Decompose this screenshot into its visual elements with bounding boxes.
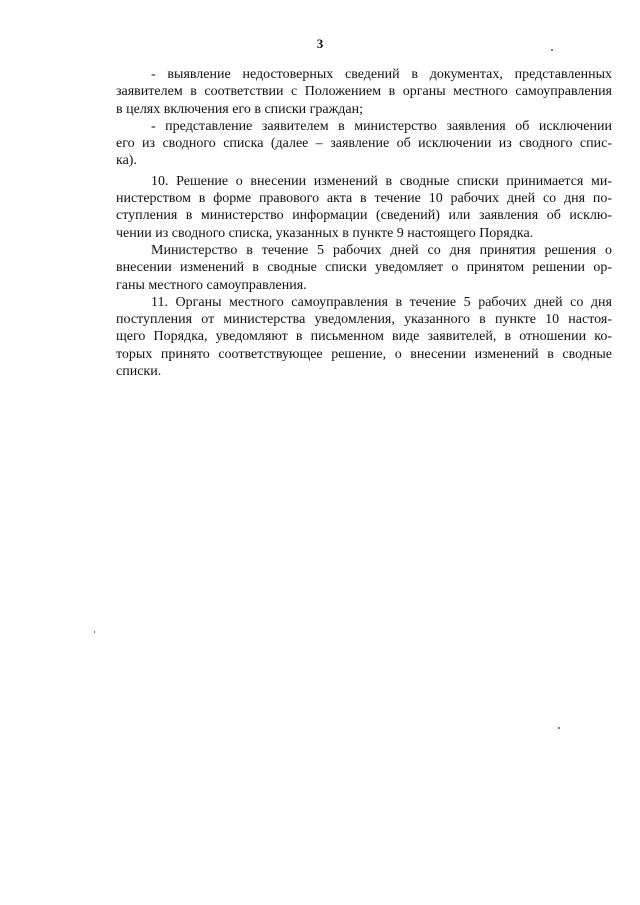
scan-speck bbox=[551, 49, 553, 51]
text-line: в целях включения его в списки граждан; bbox=[116, 101, 364, 117]
scan-speck bbox=[558, 727, 560, 729]
paragraph-bullet-exclusion-request bbox=[116, 118, 612, 170]
text-line: внесении изменений в сводные списки уведомляет о принятом решении ор- bbox=[116, 260, 612, 276]
text-line: нистерством в форме правового акта в течение 10 рабочих дней со дня по- bbox=[116, 191, 612, 207]
text-line: ганы местного самоуправления. bbox=[116, 277, 307, 293]
scan-speck bbox=[94, 631, 95, 633]
text-line: 10. Решение о внесении изменений в сводные списки принимается ми- bbox=[151, 173, 612, 189]
page-number: 3 bbox=[316, 36, 324, 51]
text-line: торых принято соответствующее решение, о внесении изменений в сводные bbox=[116, 346, 612, 362]
text-line: - выявление недостоверных сведений в документах, представленных bbox=[151, 67, 612, 82]
text-line: его из сводного списка (далее – заявление об исключении из сводного спис- bbox=[116, 136, 612, 152]
paragraph-clause-10 bbox=[116, 173, 612, 242]
text-line: чении из сводного списка, указанных в пункте 9 настоящего Порядка. bbox=[116, 225, 534, 241]
text-line: поступления от министерства уведомления, указанного в пункте 10 настоя- bbox=[116, 312, 612, 328]
text-line: щего Порядка, уведомляют в письменном виде заявителей, в отношении ко- bbox=[116, 329, 612, 345]
text-line: - представление заявителем в министерство заявления об исключении bbox=[151, 118, 612, 134]
paragraph-ministry-notification bbox=[116, 242, 612, 294]
text-line: заявителем в соответствии с Положением в органы местного самоуправления bbox=[116, 84, 612, 100]
text-line: ка). bbox=[116, 153, 137, 169]
text-line: Министерство в течение 5 рабочих дней со дня принятия решения о bbox=[151, 242, 612, 258]
paragraph-clause-11 bbox=[116, 294, 612, 380]
document-body bbox=[116, 66, 612, 380]
text-line: ступления в министерство информации (сведений) или заявления об исклю- bbox=[116, 208, 612, 224]
text-line: 11. Органы местного самоуправления в течение 5 рабочих дней со дня bbox=[151, 294, 612, 310]
text-line: списки. bbox=[116, 364, 162, 380]
paragraph-bullet-unreliable-info bbox=[116, 66, 612, 118]
